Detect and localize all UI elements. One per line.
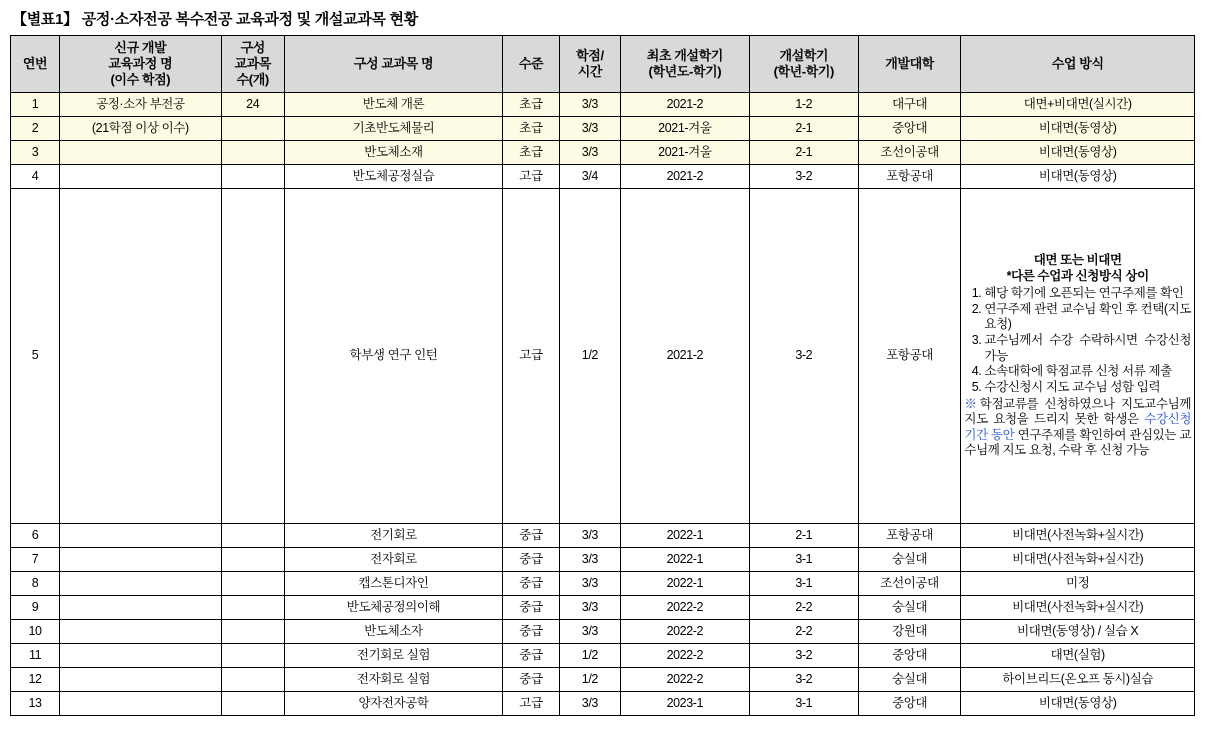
cell-program <box>60 189 222 524</box>
cell-method: 비대면(동영상) <box>961 692 1195 716</box>
cell-count <box>221 165 284 189</box>
col-header-term-line2: (학년-학기) <box>773 64 834 79</box>
table-row-intern <box>11 189 1195 524</box>
cell-first-term: 2023-1 <box>620 692 749 716</box>
col-header-term-line1: 개설학기 <box>779 47 829 63</box>
table-row <box>11 572 1195 596</box>
cell-level: 중급 <box>503 596 560 620</box>
cell-level: 중급 <box>503 620 560 644</box>
note-part-2: 연구주제를 확인하여 관심있는 교수님께 지도 요청, 수락 후 신청 가능 <box>964 427 1191 458</box>
note-mark: ※ <box>964 396 980 411</box>
cell-first-term: 2021-2 <box>620 165 749 189</box>
cell-no: 13 <box>11 692 60 716</box>
cell-first-term: 2021-겨울 <box>620 141 749 165</box>
cell-term: 3-1 <box>749 548 858 572</box>
cell-credit: 3/3 <box>559 524 620 548</box>
cell-first-term: 2021-겨울 <box>620 117 749 141</box>
cell-term: 3-1 <box>749 572 858 596</box>
cell-credit: 3/3 <box>559 620 620 644</box>
table-row <box>11 692 1195 716</box>
cell-method: 비대면(동영상) <box>961 141 1195 165</box>
col-header-program-line2: 교육과정 명 <box>108 55 173 71</box>
cell-count <box>221 596 284 620</box>
col-header-univ: 개발대학 <box>858 36 961 93</box>
cell-program <box>60 668 222 692</box>
list-item: 5. 수강신청시 지도 교수님 성함 입력 <box>984 380 1191 396</box>
cell-level: 고급 <box>503 189 560 524</box>
note-highlight: 수강신청 기간 동안 <box>964 412 1191 442</box>
cell-count <box>221 524 284 548</box>
cell-level: 중급 <box>503 548 560 572</box>
cell-no: 8 <box>11 572 60 596</box>
intern-heading-1: 대면 또는 비대면 <box>1033 252 1122 267</box>
cell-level: 초급 <box>503 117 560 141</box>
cell-program: (21학점 이상 이수) <box>60 117 222 141</box>
cell-term: 2-1 <box>749 117 858 141</box>
cell-level: 중급 <box>503 572 560 596</box>
cell-term: 3-2 <box>749 165 858 189</box>
cell-method: 비대면(사전녹화+실시간) <box>961 524 1195 548</box>
cell-program <box>60 141 222 165</box>
cell-level: 중급 <box>503 668 560 692</box>
cell-no: 7 <box>11 548 60 572</box>
cell-program <box>60 644 222 668</box>
cell-method: 대면(실험) <box>961 644 1195 668</box>
cell-no: 10 <box>11 620 60 644</box>
table-row <box>11 165 1195 189</box>
col-header-course: 구성 교과목 명 <box>284 36 502 93</box>
col-header-credit <box>559 36 620 93</box>
cell-term: 2-1 <box>749 524 858 548</box>
cell-credit: 1/2 <box>559 668 620 692</box>
cell-credit: 3/3 <box>559 548 620 572</box>
table-row <box>11 117 1195 141</box>
cell-term: 2-1 <box>749 141 858 165</box>
cell-univ: 숭실대 <box>858 668 961 692</box>
cell-course: 전자회로 <box>284 548 502 572</box>
cell-program <box>60 572 222 596</box>
cell-univ: 대구대 <box>858 93 961 117</box>
cell-count <box>221 141 284 165</box>
table-header-row <box>11 36 1195 93</box>
cell-no: 2 <box>11 117 60 141</box>
page-title: 【별표1】 공정·소자전공 복수전공 교육과정 및 개설교과목 현황 <box>12 11 418 28</box>
table-row <box>11 620 1195 644</box>
cell-method: 비대면(동영상) <box>961 165 1195 189</box>
cell-count: 24 <box>221 93 284 117</box>
table-row <box>11 596 1195 620</box>
cell-univ: 강원대 <box>858 620 961 644</box>
cell-count <box>221 572 284 596</box>
cell-credit: 3/3 <box>559 93 620 117</box>
cell-term: 3-2 <box>749 644 858 668</box>
cell-univ: 중앙대 <box>858 117 961 141</box>
cell-course: 전기회로 실험 <box>284 644 502 668</box>
cell-count <box>221 668 284 692</box>
cell-term: 3-2 <box>749 668 858 692</box>
list-item: 1. 해당 학기에 오픈되는 연구주제를 확인 <box>984 286 1191 302</box>
cell-method-intern-notes <box>961 189 1195 524</box>
col-header-count-line2: 교과목 <box>234 55 271 71</box>
cell-no: 9 <box>11 596 60 620</box>
cell-credit: 3/3 <box>559 117 620 141</box>
cell-credit: 1/2 <box>559 644 620 668</box>
cell-credit: 3/3 <box>559 572 620 596</box>
curriculum-table <box>10 35 1195 716</box>
cell-term: 1-2 <box>749 93 858 117</box>
cell-credit: 3/3 <box>559 141 620 165</box>
list-item: 4. 소속대학에 학점교류 신청 서류 제출 <box>984 364 1191 380</box>
cell-first-term: 2022-2 <box>620 620 749 644</box>
cell-level: 중급 <box>503 524 560 548</box>
cell-no: 11 <box>11 644 60 668</box>
cell-program: 공정·소자 부전공 <box>60 93 222 117</box>
cell-no: 1 <box>11 93 60 117</box>
cell-method: 미정 <box>961 572 1195 596</box>
cell-first-term: 2021-2 <box>620 189 749 524</box>
table-body <box>11 93 1195 716</box>
list-item: 2. 연구주제 관련 교수님 확인 후 컨택(지도요청) <box>984 302 1191 333</box>
cell-univ: 조선이공대 <box>858 141 961 165</box>
col-header-count-line3: 수(개) <box>236 72 269 88</box>
col-header-credit-line2: 시간 <box>577 64 603 79</box>
cell-first-term: 2022-1 <box>620 572 749 596</box>
cell-univ: 중앙대 <box>858 644 961 668</box>
cell-first-term: 2022-2 <box>620 668 749 692</box>
cell-count <box>221 692 284 716</box>
intern-note <box>964 397 1191 460</box>
cell-first-term: 2022-2 <box>620 644 749 668</box>
cell-univ: 중앙대 <box>858 692 961 716</box>
col-header-first-term-line1: 최초 개설학기 <box>646 47 723 63</box>
cell-first-term: 2022-2 <box>620 596 749 620</box>
cell-course: 전기회로 <box>284 524 502 548</box>
cell-no: 5 <box>11 189 60 524</box>
cell-level: 초급 <box>503 93 560 117</box>
table-row <box>11 644 1195 668</box>
cell-program <box>60 596 222 620</box>
cell-course: 캡스톤디자인 <box>284 572 502 596</box>
col-header-no: 연번 <box>11 36 60 93</box>
col-header-program <box>60 36 222 93</box>
cell-method: 하이브리드(온오프 동시)실습 <box>961 668 1195 692</box>
cell-credit: 1/2 <box>559 189 620 524</box>
cell-count <box>221 117 284 141</box>
cell-program <box>60 548 222 572</box>
cell-program <box>60 524 222 548</box>
table-row <box>11 524 1195 548</box>
table-row <box>11 668 1195 692</box>
col-header-program-line1: 신규 개발 <box>114 39 167 55</box>
cell-first-term: 2021-2 <box>620 93 749 117</box>
cell-term: 3-2 <box>749 189 858 524</box>
col-header-level: 수준 <box>503 36 560 93</box>
table-row <box>11 548 1195 572</box>
cell-course: 반도체공정의이해 <box>284 596 502 620</box>
cell-method: 비대면(사전녹화+실시간) <box>961 596 1195 620</box>
note-part-1: 학점교류를 신청하였으나 지도교수님께 지도 요청을 드리지 못한 학생은 <box>964 396 1192 427</box>
col-header-count <box>221 36 284 93</box>
cell-course: 반도체소자 <box>284 620 502 644</box>
cell-program <box>60 620 222 644</box>
cell-count <box>221 189 284 524</box>
col-header-count-line1: 구성 <box>240 39 265 55</box>
cell-method: 비대면(동영상) <box>961 117 1195 141</box>
col-header-program-line3: (이수 학점) <box>110 72 171 88</box>
col-header-method: 수업 방식 <box>961 36 1195 93</box>
cell-level: 중급 <box>503 644 560 668</box>
cell-term: 3-1 <box>749 692 858 716</box>
col-header-first-term <box>620 36 749 93</box>
cell-univ: 숭실대 <box>858 596 961 620</box>
col-header-term <box>749 36 858 93</box>
cell-univ: 숭실대 <box>858 548 961 572</box>
col-header-credit-line1: 학점/ <box>576 47 604 63</box>
cell-count <box>221 620 284 644</box>
col-header-first-term-line2: (학년도-학기) <box>648 64 722 79</box>
cell-course: 학부생 연구 인턴 <box>284 189 502 524</box>
cell-course: 기초반도체물리 <box>284 117 502 141</box>
cell-no: 3 <box>11 141 60 165</box>
cell-univ: 포항공대 <box>858 165 961 189</box>
cell-program <box>60 165 222 189</box>
cell-course: 전자회로 실험 <box>284 668 502 692</box>
cell-course: 양자전자공학 <box>284 692 502 716</box>
cell-course: 반도체 개론 <box>284 93 502 117</box>
cell-univ: 조선이공대 <box>858 572 961 596</box>
cell-method: 비대면(사전녹화+실시간) <box>961 548 1195 572</box>
cell-count <box>221 644 284 668</box>
cell-no: 6 <box>11 524 60 548</box>
cell-level: 고급 <box>503 165 560 189</box>
cell-credit: 3/3 <box>559 692 620 716</box>
cell-method: 비대면(동영상) / 실습 X <box>961 620 1195 644</box>
cell-first-term: 2022-1 <box>620 524 749 548</box>
cell-course: 반도체소재 <box>284 141 502 165</box>
cell-level: 고급 <box>503 692 560 716</box>
cell-term: 2-2 <box>749 620 858 644</box>
cell-count <box>221 548 284 572</box>
cell-univ: 포항공대 <box>858 524 961 548</box>
cell-program <box>60 692 222 716</box>
cell-method: 대면+비대면(실시간) <box>961 93 1195 117</box>
cell-univ: 포항공대 <box>858 189 961 524</box>
cell-credit: 3/3 <box>559 596 620 620</box>
cell-no: 12 <box>11 668 60 692</box>
list-item: 3. 교수님께서 수강 수락하시면 수강신청 가능 <box>984 333 1191 364</box>
intern-steps-list <box>964 286 1191 395</box>
table-row <box>11 141 1195 165</box>
cell-level: 초급 <box>503 141 560 165</box>
cell-first-term: 2022-1 <box>620 548 749 572</box>
cell-course: 반도체공정실습 <box>284 165 502 189</box>
table-row <box>11 93 1195 117</box>
cell-no: 4 <box>11 165 60 189</box>
cell-term: 2-2 <box>749 596 858 620</box>
cell-credit: 3/4 <box>559 165 620 189</box>
intern-heading-2: *다른 수업과 신청방식 상이 <box>1006 268 1149 283</box>
